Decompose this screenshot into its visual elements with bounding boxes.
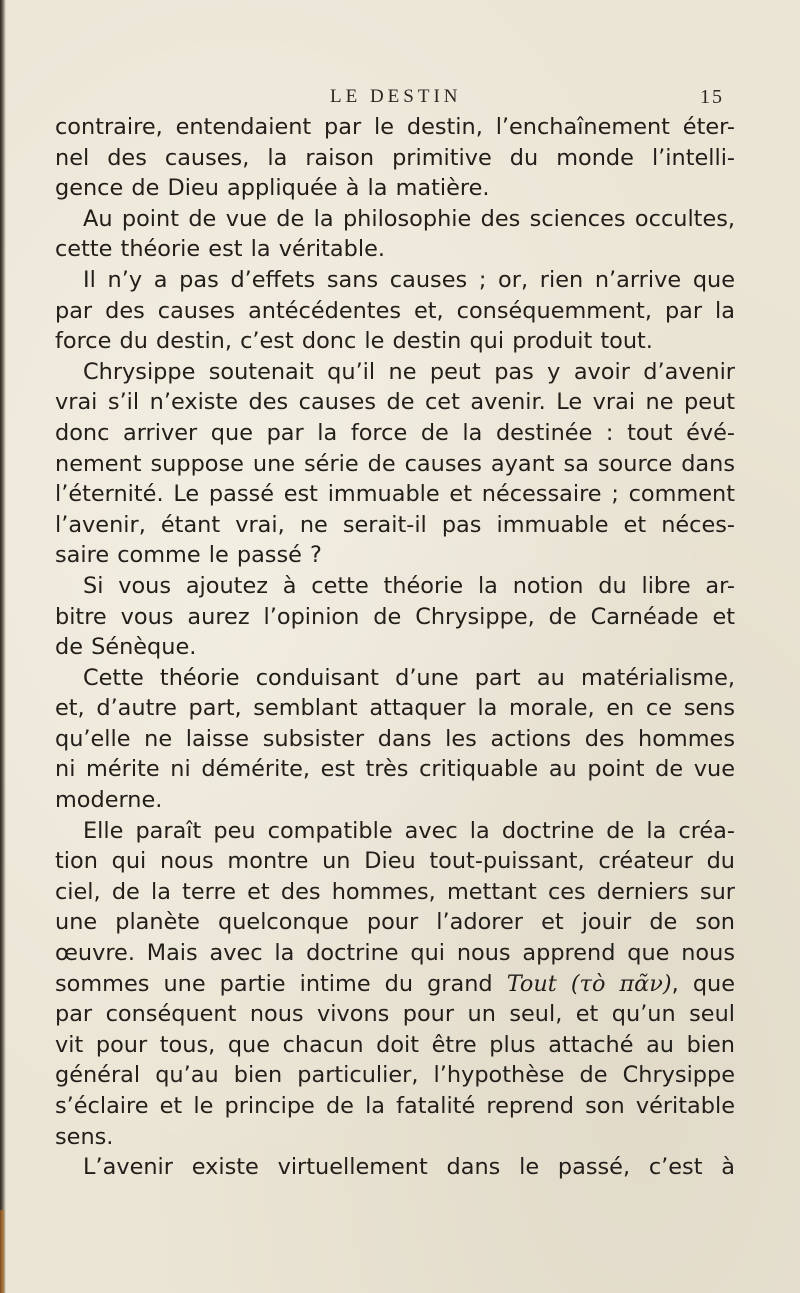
text-line [55, 877, 735, 908]
text-line-content: général qu’au bien particulier, l’hypothèse de Chrysippe [55, 1062, 735, 1089]
text-line-content: s’éclaire et le principe de la fatalité reprend son véritable [55, 1093, 735, 1119]
text-line-content: L’avenir existe virtuellement dans le passé, c’est à [83, 1154, 735, 1181]
text-line-content: de Sénèque. [55, 634, 197, 661]
text-line-content: ciel, de la terre et des hommes, mettant ces derniers sur [55, 878, 735, 905]
text-line-content: qu’elle ne laisse subsister dans les actions des hommes [55, 725, 735, 752]
text-line-content: nement suppose une série de causes ayant sa source dans [55, 450, 735, 477]
text-line-content: par des causes antécédentes et, conséquemment, par la [55, 297, 735, 324]
page-binding-edge-lower [0, 1210, 5, 1293]
page-number: 15 [700, 86, 724, 108]
text-line [55, 326, 735, 357]
text-line [55, 632, 735, 663]
italic-phrase: Tout (τὸ πᾶν) [506, 970, 672, 997]
text-line-content: saire comme le passé ? [55, 542, 322, 569]
text-line [55, 173, 735, 204]
text-line [55, 999, 735, 1030]
text-line-content: Si vous ajoutez à cette théorie la notion du libre ar- [83, 572, 735, 599]
text-line [55, 907, 735, 938]
text-line-content: gence de Dieu appliquée à la matière. [55, 175, 490, 202]
text-line [55, 571, 735, 602]
text-line [55, 510, 735, 541]
text-line-content: ni mérite ni démérite, est très critiquable au point de vue [55, 756, 735, 783]
text-line-content: contraire, entendaient par le destin, l’enchaînement éter- [55, 114, 735, 140]
text-line-content: donc arriver que par la force de la destinée : tout évé- [55, 419, 735, 446]
text-line [55, 602, 735, 633]
text-line-content: force du destin, c’est donc le destin qui produit tout. [55, 328, 653, 355]
text-line [55, 357, 735, 388]
running-title: LE DESTIN [330, 86, 462, 107]
text-line [55, 112, 735, 143]
text-line-tail: , que [671, 970, 735, 997]
text-line [55, 816, 735, 847]
text-line [55, 449, 735, 480]
text-line [55, 693, 735, 724]
text-line-content: et, d’autre part, semblant attaquer la morale, en ce sens [55, 695, 735, 722]
text-line-content: bitre vous aurez l’opinion de Chrysippe, de Carnéade et [55, 603, 735, 630]
text-line-content: sens. [55, 1123, 114, 1150]
text-line-content: Elle paraît peu compatible avec la doctrine de la créa- [83, 817, 735, 844]
text-line [55, 1091, 735, 1122]
text-line [55, 418, 735, 449]
text-line [55, 1060, 735, 1091]
text-line [55, 265, 735, 296]
text-line [55, 754, 735, 785]
text-line-content: œuvre. Mais avec la doctrine qui nous apprend que nous [55, 940, 735, 967]
text-line [55, 663, 735, 694]
text-line-content: vit pour tous, que chacun doit être plus attaché au bien [55, 1031, 735, 1058]
text-line-content: cette théorie est la véritable. [55, 236, 385, 263]
text-line [55, 1030, 735, 1061]
text-line [55, 1122, 735, 1153]
text-line-content: moderne. [55, 787, 163, 814]
text-line [55, 387, 735, 418]
text-line-content: l’avenir, étant vrai, ne serait-il pas immuable et néces- [55, 511, 735, 538]
text-line [55, 479, 735, 510]
text-line-content: une planète quelconque pour l’adorer et jouir de son [55, 909, 735, 936]
text-line-content: nel des causes, la raison primitive du monde l’intelli- [55, 144, 735, 171]
text-line-content: sommes une partie intime du grand [55, 970, 507, 997]
text-line-content: Au point de vue de la philosophie des sciences occultes, [83, 205, 735, 232]
text-line [55, 204, 735, 235]
text-line-content: Chrysippe soutenait qu’il ne peut pas y avoir d’avenir [83, 358, 735, 385]
text-line [55, 724, 735, 755]
text-line [55, 143, 735, 174]
text-line-content: Cette théorie conduisant d’une part au matérialisme, [83, 664, 735, 691]
text-line-content: tion qui nous montre un Dieu tout-puissant, créateur du [55, 848, 735, 875]
text-line-content: vrai s’il n’existe des causes de cet avenir. Le vrai ne peut [55, 389, 735, 416]
body-text [55, 112, 735, 1183]
text-line [55, 938, 735, 969]
text-line [55, 234, 735, 265]
text-line [55, 540, 735, 571]
text-line-content: par conséquent nous vivons pour un seul, et qu’un seul [55, 1001, 735, 1028]
text-line [55, 296, 735, 327]
text-line-content: Il n’y a pas d’effets sans causes ; or, rien n’arrive que [83, 266, 735, 293]
text-line [55, 969, 735, 1000]
page-binding-edge [0, 0, 6, 1293]
text-line [55, 1152, 735, 1183]
text-line-content: l’éternité. Le passé est immuable et nécessaire ; comment [55, 481, 735, 508]
text-line [55, 846, 735, 877]
text-line [55, 785, 735, 816]
